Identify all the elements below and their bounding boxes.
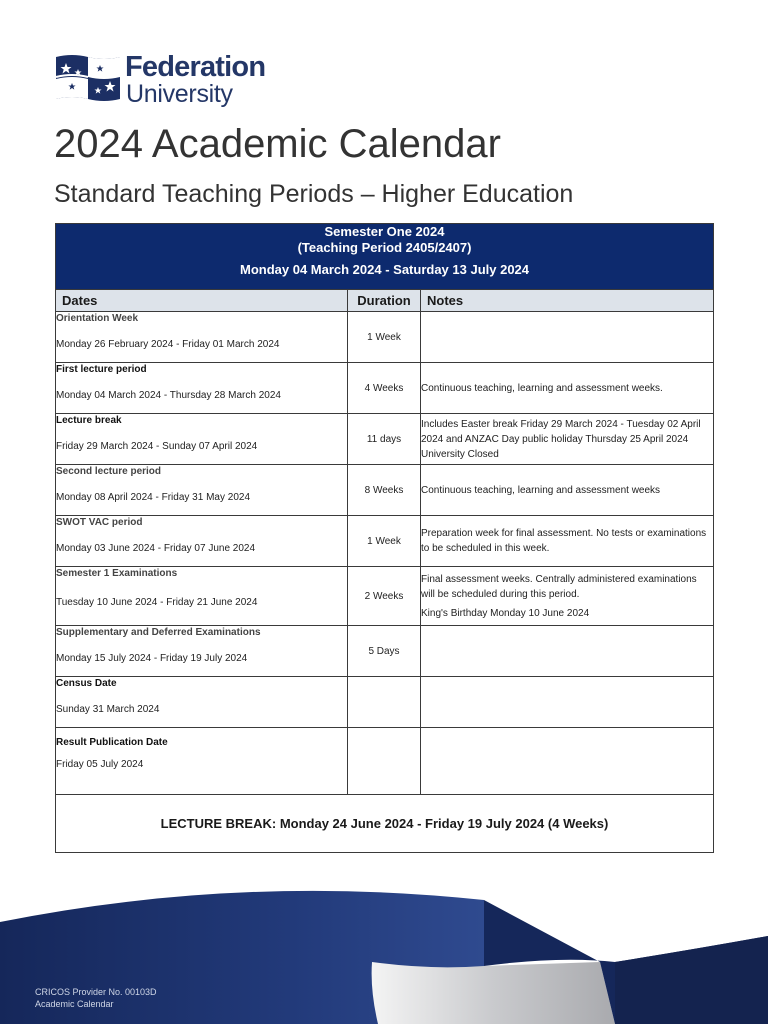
duration-cell: 8 Weeks	[348, 465, 421, 516]
row-date-range: Monday 26 February 2024 - Friday 01 March 2024	[56, 339, 280, 350]
table-row	[56, 567, 714, 626]
table-row	[56, 465, 714, 516]
notes-cell: Includes Easter break Friday 29 March 2024 - Tuesday 02 April 2024 and ANZAC Day public holiday Thursday 25 April 2024 University Closed	[421, 414, 714, 465]
table-row	[56, 728, 714, 795]
table-row	[56, 626, 714, 677]
dates-cell	[56, 516, 348, 567]
row-title: First lecture period	[56, 364, 147, 375]
brand-name: Federation	[125, 51, 266, 83]
column-header-row	[56, 290, 714, 312]
dates-cell	[56, 312, 348, 363]
duration-cell: 5 Days	[348, 626, 421, 677]
dates-cell	[56, 414, 348, 465]
row-date-range: Friday 05 July 2024	[56, 759, 144, 770]
duration-cell: 2 Weeks	[348, 567, 421, 626]
federation-university-logo	[54, 51, 294, 107]
note-holiday: King's Birthday Monday 10 June 2024	[421, 607, 590, 619]
row-date-range: Monday 03 June 2024 - Friday 07 June 2024	[56, 543, 256, 554]
note-text: Final assessment weeks. Centrally administered examinations will be scheduled during this period.	[421, 573, 697, 600]
dates-cell	[56, 677, 348, 728]
notes-cell: Continuous teaching, learning and assessment weeks	[421, 465, 714, 516]
dates-cell	[56, 465, 348, 516]
column-header-dates: Dates	[56, 290, 348, 312]
table-row	[56, 363, 714, 414]
teaching-period: (Teaching Period 2405/2407)	[297, 240, 472, 255]
duration-cell: 11 days	[348, 414, 421, 465]
dates-cell	[56, 626, 348, 677]
row-title: Lecture break	[56, 415, 122, 426]
notes-cell	[421, 677, 714, 728]
row-title: Orientation Week	[56, 313, 139, 324]
row-date-range: Friday 29 March 2024 - Sunday 07 April 2024	[56, 441, 258, 452]
notes-cell	[421, 312, 714, 363]
table-row	[56, 414, 714, 465]
page-subtitle: Standard Teaching Periods – Higher Education	[54, 180, 574, 208]
notes-cell	[421, 567, 714, 626]
table-row	[56, 516, 714, 567]
row-title: SWOT VAC period	[56, 517, 143, 528]
row-date-range: Monday 15 July 2024 - Friday 19 July 2024	[56, 653, 248, 664]
row-title: Supplementary and Deferred Examinations	[56, 627, 261, 638]
row-title: Second lecture period	[56, 466, 162, 477]
lecture-break-summary: LECTURE BREAK: Monday 24 June 2024 - Friday 19 July 2024 (4 Weeks)	[56, 795, 714, 853]
semester-header	[56, 224, 714, 290]
cricos-provider: CRICOS Provider No. 00103D	[35, 987, 157, 997]
row-title: Result Publication Date	[56, 737, 168, 748]
row-date-range: Monday 08 April 2024 - Friday 31 May 2024	[56, 492, 250, 503]
duration-cell	[348, 728, 421, 795]
column-header-notes: Notes	[421, 290, 714, 312]
academic-calendar-table	[55, 223, 714, 853]
row-title: Semester 1 Examinations	[56, 568, 178, 579]
page-title: 2024 Academic Calendar	[54, 122, 501, 166]
duration-cell: 1 Week	[348, 312, 421, 363]
duration-cell: 4 Weeks	[348, 363, 421, 414]
duration-cell: 1 Week	[348, 516, 421, 567]
table-row	[56, 677, 714, 728]
row-title: Census Date	[56, 678, 117, 689]
table-row	[56, 312, 714, 363]
notes-cell: Preparation week for final assessment. No tests or examinations to be scheduled in this week.	[421, 516, 714, 567]
notes-cell	[421, 728, 714, 795]
southern-cross-flag-icon	[54, 53, 122, 105]
duration-cell	[348, 677, 421, 728]
semester-date-range: Monday 04 March 2024 - Saturday 13 July 2024	[239, 262, 530, 277]
row-date-range: Tuesday 10 June 2024 - Friday 21 June 2024	[56, 597, 258, 608]
dates-cell	[56, 363, 348, 414]
column-header-duration: Duration	[348, 290, 421, 312]
semester-title: Semester One 2024	[324, 224, 445, 239]
notes-cell: Continuous teaching, learning and assessment weeks.	[421, 363, 714, 414]
footer-doc-name: Academic Calendar	[35, 999, 114, 1009]
notes-cell	[421, 626, 714, 677]
dates-cell	[56, 728, 348, 795]
footer-text	[35, 986, 157, 1010]
brand-name-university: University	[126, 80, 233, 108]
row-date-range: Monday 04 March 2024 - Thursday 28 March 2024	[56, 390, 281, 401]
dates-cell	[56, 567, 348, 626]
row-date-range: Sunday 31 March 2024	[56, 704, 160, 715]
